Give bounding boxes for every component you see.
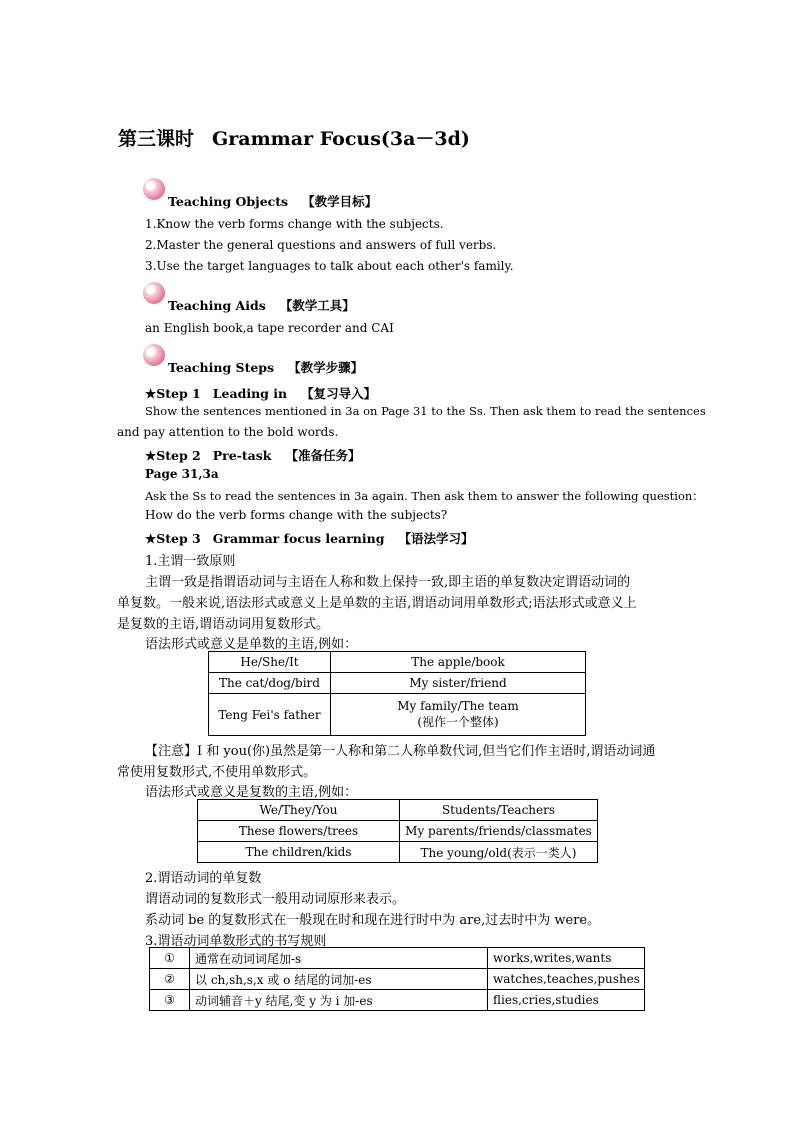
plural-subjects-table	[197, 799, 598, 863]
singular-subjects-table	[208, 651, 586, 736]
objective-item: 2.Master the general questions and answers of full verbs.	[145, 238, 497, 252]
note-text: 常使用复数形式,不使用单数形式。	[117, 765, 317, 780]
table-row: ③ 动词辅音＋y 结尾,变 y 为 i 加-es flies,cries,studies	[150, 990, 645, 1011]
step2-text: Ask the Ss to read the sentences in 3a again. Then ask them to answer the following question：	[145, 489, 704, 503]
note-text: 【注意】I 和 you(你)虽然是第一人称和第二人称单数代词,但当它们作主语时,谓语动词通	[145, 744, 656, 759]
step2-text: How do the verb forms change with the subjects?	[145, 508, 448, 522]
table-row: ① 通常在动词词尾加-s works,writes,wants	[150, 948, 645, 969]
flower-bullet-icon	[143, 178, 165, 200]
aids-text: an English book,a tape recorder and CAI	[145, 321, 394, 335]
title-en: Grammar Focus(3a－3d)	[212, 128, 470, 150]
step2-page: Page 31,3a	[145, 467, 219, 481]
step3-heading-1: 1.主谓一致原则	[145, 554, 236, 569]
table-row: We/They/You Students/Teachers	[198, 800, 598, 821]
step3-heading-2: 2.谓语动词的单复数	[145, 871, 262, 886]
flower-bullet-icon	[143, 282, 165, 304]
step3-paragraph: 单复数。一般来说,语法形式或意义上是单数的主语,谓语动词用单数形式;语法形式或意义上	[117, 596, 637, 611]
singular-intro: 语法形式或意义是单数的主语,例如：	[145, 637, 358, 652]
table-row: The cat/dog/bird My sister/friend	[209, 673, 586, 694]
step3-paragraph: 系动词 be 的复数形式在一般现在时和现在进行时中为 are,过去时中为 were。	[145, 913, 601, 928]
plural-intro: 语法形式或意义是复数的主语,例如：	[145, 785, 358, 800]
step1-text: and pay attention to the bold words.	[117, 425, 339, 439]
step1-text: Show the sentences mentioned in 3a on Page 31 to the Ss. Then ask them to read the sentences	[145, 404, 706, 418]
step1-heading: ★Step 1 Leading in 【复习导入】	[145, 386, 377, 401]
section-teaching-aids: Teaching Aids 【教学工具】	[145, 296, 355, 314]
table-row: ② 以 ch,sh,s,x 或 o 结尾的词加-es watches,teaches,pushes	[150, 969, 645, 990]
step3-paragraph: 谓语动词的复数形式一般用动词原形来表示。	[145, 892, 406, 907]
table-row: The children/kids The young/old(表示一类人)	[198, 842, 598, 863]
verb-rules-table	[149, 947, 645, 1011]
objective-item: 1.Know the verb forms change with the subjects.	[145, 217, 444, 231]
step3-heading-3: 3.谓语动词单数形式的书写规则	[145, 934, 327, 949]
step2-heading: ★Step 2 Pre-task 【准备任务】	[145, 448, 361, 463]
step3-paragraph: 是复数的主语,谓语动词用复数形式。	[117, 617, 330, 632]
step3-paragraph: 主谓一致是指谓语动词与主语在人称和数上保持一致,即主语的单复数决定谓语动词的	[145, 575, 631, 590]
section-teaching-steps: Teaching Steps 【教学步骤】	[145, 358, 363, 376]
table-row: Teng Fei's father My family/The team (视作一个整体)	[209, 694, 586, 736]
title-cn: 第三课时	[118, 128, 195, 150]
section-teaching-objects: Teaching Objects 【教学目标】	[145, 192, 377, 210]
table-row: These flowers/trees My parents/friends/classmates	[198, 821, 598, 842]
table-row: He/She/It The apple/book	[209, 652, 586, 673]
flower-bullet-icon	[143, 344, 165, 366]
page-title	[118, 124, 470, 151]
objective-item: 3.Use the target languages to talk about each other's family.	[145, 259, 514, 273]
step3-heading: ★Step 3 Grammar focus learning 【语法学习】	[145, 531, 474, 546]
